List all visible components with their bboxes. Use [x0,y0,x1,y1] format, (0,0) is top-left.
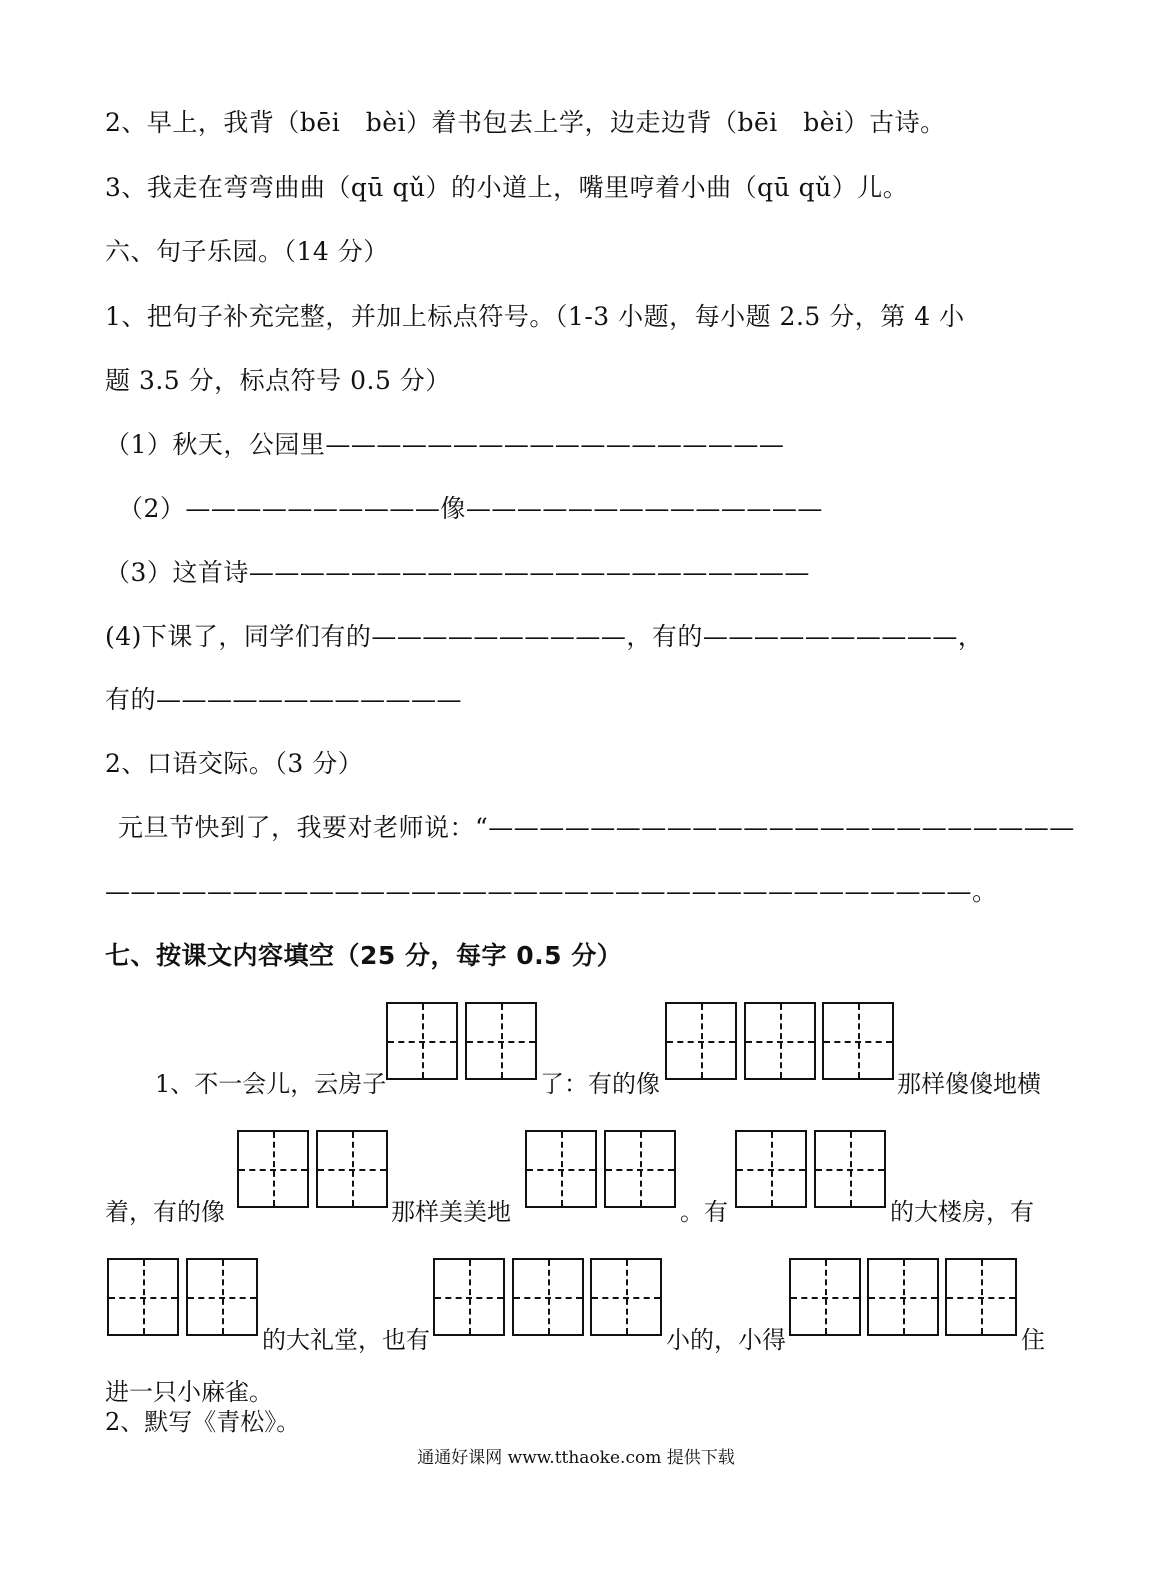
char-box[interactable] [316,1130,388,1208]
section-6-heading: 六、句子乐园。（14 分） [105,237,389,266]
sentence-2: （2）——————————像—————————————— [118,494,823,523]
poem-dictation-heading: 2、默写《青松》。 [105,1408,301,1436]
instruction-line-2: 题 3.5 分，标点符号 0.5 分） [105,366,451,395]
char-box[interactable] [107,1258,179,1336]
char-box[interactable] [525,1130,597,1208]
question-2-line: 2、早上，我背（bēi bèi）着书包去上学，边走边背（bēi bèi）古诗。 [105,108,946,137]
fill-text-1: 1、不一会儿，云房子 [155,1070,387,1098]
sentence-1: （1）秋天，公园里—————————————————— [105,430,785,459]
char-box[interactable] [433,1258,505,1336]
char-box[interactable] [945,1258,1017,1336]
fill-text-6: 。有 [680,1198,728,1226]
char-box[interactable] [512,1258,584,1336]
oral-blank-line: ——————————————————————————————————。 [105,877,998,906]
fill-text-5: 那样美美地 [391,1198,511,1226]
char-box[interactable] [604,1130,676,1208]
char-box[interactable] [665,1002,737,1080]
char-box[interactable] [867,1258,939,1336]
char-box[interactable] [386,1002,458,1080]
fill-text-7: 的大楼房，有 [890,1198,1034,1226]
sentence-4-cont: 有的———————————— [105,685,463,714]
char-box[interactable] [735,1130,807,1208]
footer-credit: 通通好课网 www.tthaoke.com 提供下载 [417,1448,735,1468]
char-box[interactable] [590,1258,662,1336]
sentence-4: (4)下课了，同学们有的——————————，有的——————————， [105,622,984,651]
char-box[interactable] [744,1002,816,1080]
char-box[interactable] [465,1002,537,1080]
char-box[interactable] [814,1130,886,1208]
question-3-line: 3、我走在弯弯曲曲（qū qǔ）的小道上，嘴里哼着小曲（qū qǔ）儿。 [105,173,909,202]
oral-communication-heading: 2、口语交际。（3 分） [105,749,364,778]
fill-text-8: 的大礼堂，也有 [262,1326,430,1354]
sentence-3: （3）这首诗—————————————————————— [105,558,810,587]
char-box[interactable] [186,1258,258,1336]
fill-text-11: 进一只小麻雀。 [105,1378,273,1406]
oral-prompt-line: 元旦节快到了，我要对老师说：“——————————————————————— [118,813,1075,842]
instruction-line-1: 1、把句子补充完整，并加上标点符号。（1-3 小题，每小题 2.5 分，第 4 小 [105,302,965,331]
char-box[interactable] [237,1130,309,1208]
fill-text-3: 那样傻傻地横 [897,1070,1041,1098]
fill-text-9: 小的，小得 [666,1326,786,1354]
char-box[interactable] [789,1258,861,1336]
fill-text-2: 了：有的像 [540,1070,660,1098]
section-7-heading: 七、按课文内容填空（25 分，每字 0.5 分） [105,941,623,970]
char-box[interactable] [822,1002,894,1080]
fill-text-10: 住 [1021,1326,1045,1354]
fill-text-4: 着，有的像 [105,1198,225,1226]
